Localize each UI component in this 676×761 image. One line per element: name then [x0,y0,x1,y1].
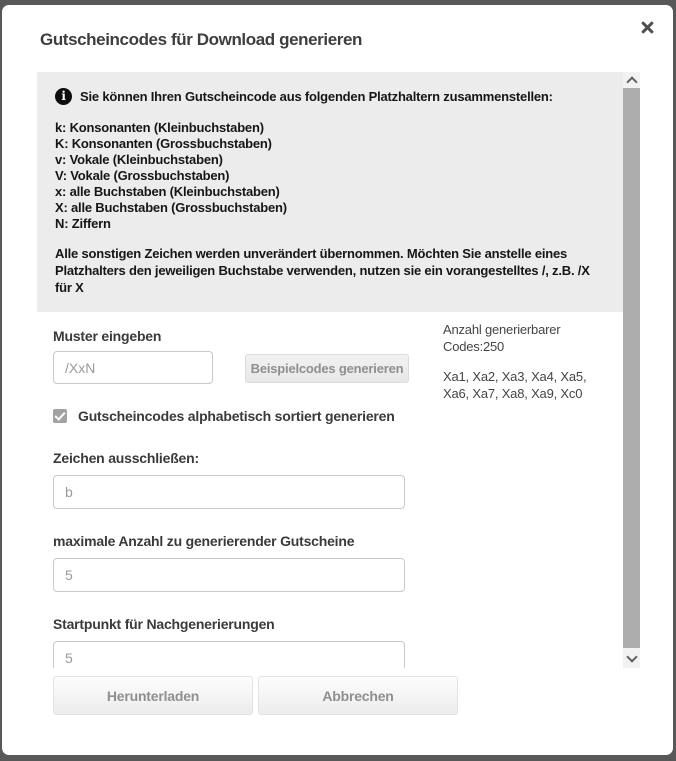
preview-panel [443,321,621,402]
generatable-count-line: Codes:250 [443,339,505,354]
generatable-count [443,321,621,355]
placeholder-item: N: Ziffern [55,216,111,231]
dialog-scroll-area [37,72,623,668]
close-icon[interactable] [639,19,656,36]
dialog-title: Gutscheincodes für Download generieren [40,30,363,49]
info-note: Alle sonstigen Zeichen werden unverändert übernommen. Möchten Sie anstelle eines Platzhalters den jeweiligen Buchstabe verwenden, nutzen sie ein vorangestelltes /, z.B. /X für X [55,246,590,295]
generatable-count-line: Anzahl generierbarer [443,322,561,337]
max-count-label: maximale Anzahl zu generierender Gutscheine [53,533,355,549]
info-intro-row [55,88,605,105]
download-button[interactable]: Herunterladen [53,676,253,715]
exclude-chars-label: Zeichen ausschließen: [53,450,199,466]
exclude-chars-input[interactable] [53,475,405,509]
chevron-up-icon [626,76,637,87]
generate-samples-button[interactable]: Beispielcodes generieren [245,354,409,383]
scrollbar[interactable] [623,72,640,668]
placeholder-list [55,120,605,232]
info-box [37,72,623,312]
sort-checkbox[interactable] [53,409,67,423]
dialog-actions [53,676,458,715]
cancel-button[interactable]: Abbrechen [258,676,458,715]
pattern-label: Muster eingeben [53,328,162,344]
info-icon: i [55,88,72,105]
sort-checkbox-row [53,408,623,424]
pattern-input[interactable] [53,351,213,384]
placeholder-item: K: Konsonanten (Grossbuchstaben) [55,136,272,151]
placeholder-item: X: alle Buchstaben (Grossbuchstaben) [55,200,287,215]
placeholder-item: v: Vokale (Kleinbuchstaben) [55,152,223,167]
start-point-input[interactable] [53,641,405,668]
start-point-label: Startpunkt für Nachgenerierungen [53,616,275,632]
sample-codes-line: Xa1, Xa2, Xa3, Xa4, Xa5, [443,369,587,384]
sample-codes-line: Xa6, Xa7, Xa8, Xa9, Xc0 [443,386,583,401]
chevron-down-icon [626,651,637,662]
placeholder-item: V: Vokale (Grossbuchstaben) [55,168,230,183]
sort-checkbox-label: Gutscheincodes alphabetisch sortiert generieren [78,408,395,424]
placeholder-item: k: Konsonanten (Kleinbuchstaben) [55,120,264,135]
placeholder-item: x: alle Buchstaben (Kleinbuchstaben) [55,184,280,199]
scrollbar-thumb[interactable] [623,88,640,648]
scroll-up-button[interactable] [623,72,640,88]
info-intro-text: Sie können Ihren Gutscheincode aus folgenden Platzhaltern zusammenstellen: [80,89,553,104]
max-count-input[interactable] [53,558,405,592]
check-icon [54,409,65,420]
scroll-down-button[interactable] [623,648,640,668]
generate-voucher-codes-dialog [2,5,673,755]
sample-codes [443,368,621,402]
